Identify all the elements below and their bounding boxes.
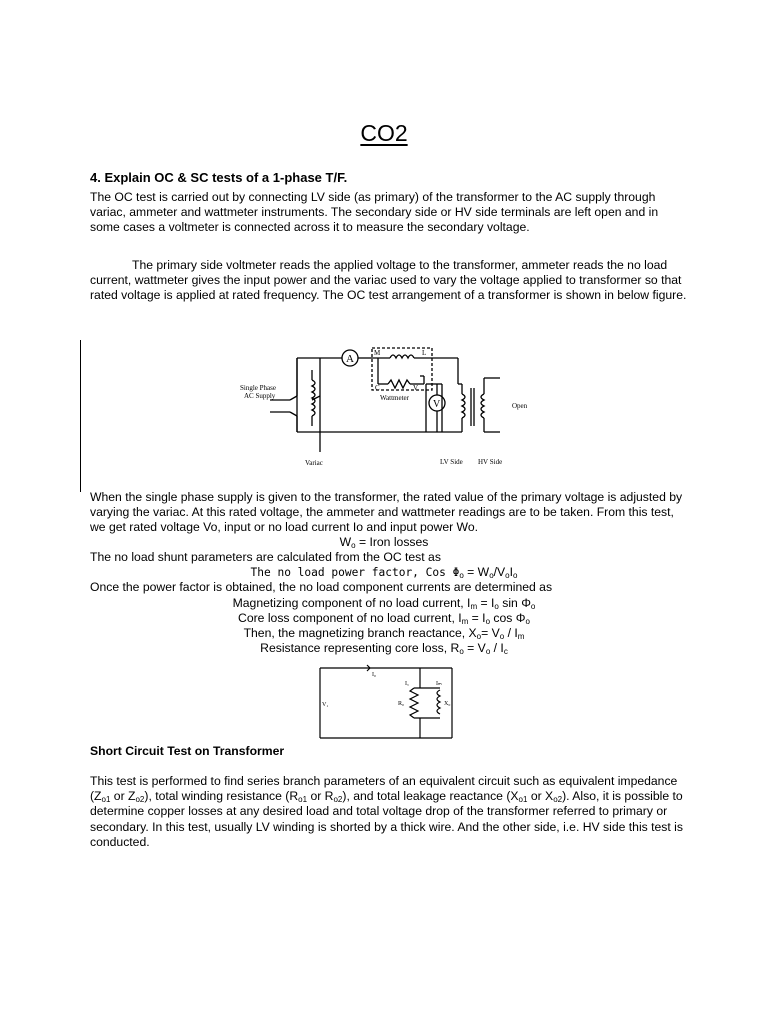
power-factor-equation: The no load power factor, Cos $\Phi_o = W_o/V_oI_o$ <box>250 565 518 580</box>
oc-procedure-paragraph: When the single phase supply is given to the transformer, the rated value of the primary voltage is adjusted by varying the variac. At this rated voltage, the ammeter and wattmeter readings are to be taken. From this test, we get rated voltage Vo, input or no load current Io and input power Wo. <box>90 490 683 535</box>
voltage-label: V₁ <box>322 702 329 708</box>
question-heading: 4. Explain OC & SC tests of a 1-phase T/F. <box>90 170 348 185</box>
core-loss-resistance-equation: Resistance representing core loss, $R_o = V_o / I_c$ <box>260 641 508 656</box>
sc-test-heading: Short Circuit Test on Transformer <box>90 744 285 758</box>
hv-side-label: HV Side <box>478 458 503 466</box>
sc-test-paragraph: This test is performed to find series branch parameters of an equivalent circuit such as equivalent impedance ($Z_{o1}$ or $Z_{o2}$), total winding resistance ($R_{o1}$ or $R_{o2}$), and total leakage reactance ($X_{o1}$ or $X_{o2}$). Also, it is possible to determine copper losses at any desired load and total voltage drop of the transformer referred to primary or secondary. In this test, usually LV winding is shorted by a thick wire. And the other side, i.e. HV side this test is conducted. <box>90 774 683 849</box>
variac-label: Variac <box>305 459 323 467</box>
ammeter-symbol: A <box>346 353 354 365</box>
terminal-l-label: L <box>422 349 427 357</box>
shunt-parameters-intro: The no load shunt parameters are calculated from the OC test as <box>90 550 441 564</box>
core-loss-current-equation: Core loss component of no load current, $I_m = I_o$ $\cos \Phi_o$ <box>238 611 530 626</box>
magnetizing-reactance-equation: Then, the magnetizing branch reactance, $X_o= V_o / I_m$ <box>243 626 525 641</box>
magnetizing-current-equation: Magnetizing component of no load current, $I_m = I_o$ $\sin \Phi_o$ <box>232 596 536 611</box>
wattmeter-label: Wattmeter <box>380 394 409 402</box>
oc-test-circuit-diagram <box>230 340 530 470</box>
core-current-label: I꜀ <box>405 681 410 687</box>
core-resistance-label: R₀ <box>398 701 405 707</box>
magnetizing-reactance-label: X₀ <box>444 701 451 707</box>
lv-side-label: LV Side <box>440 458 463 466</box>
iron-loss-equation: $W_o$ = Iron losses <box>339 535 429 550</box>
margin-line <box>80 340 81 492</box>
no-load-equivalent-circuit <box>310 660 460 745</box>
component-currents-intro: Once the power factor is obtained, the no load component currents are determined as <box>90 580 553 594</box>
open-label: Open <box>512 402 528 410</box>
supply-label-line1: Single Phase <box>240 384 276 392</box>
oc-readings-paragraph: The primary side voltmeter reads the applied voltage to the transformer, ammeter reads the no load current, wattmeter gives the input power and the variac used to vary the voltage applied to transformer so that rated voltage is applied at rated frequency. The OC test arrangement of a transformer is shown in below figure. <box>90 258 687 303</box>
terminal-c-label: C <box>375 384 380 392</box>
magnetizing-current-label: Iₘ <box>436 681 442 687</box>
voltmeter-symbol: V <box>433 399 441 410</box>
no-load-current-label: I₀ <box>372 672 377 678</box>
page-title: CO2 <box>360 120 408 146</box>
terminal-m-label: M <box>374 349 381 357</box>
supply-label-line2: AC Supply <box>244 392 276 400</box>
oc-test-intro-paragraph: The OC test is carried out by connecting LV side (as primary) of the transformer to the AC supply through variac, ammeter and wattmeter instruments. The secondary side or HV side terminals are left open and in some cases a voltmeter is connected across it to measure the secondary voltage. <box>90 190 659 235</box>
terminal-v-label: V <box>413 384 419 392</box>
